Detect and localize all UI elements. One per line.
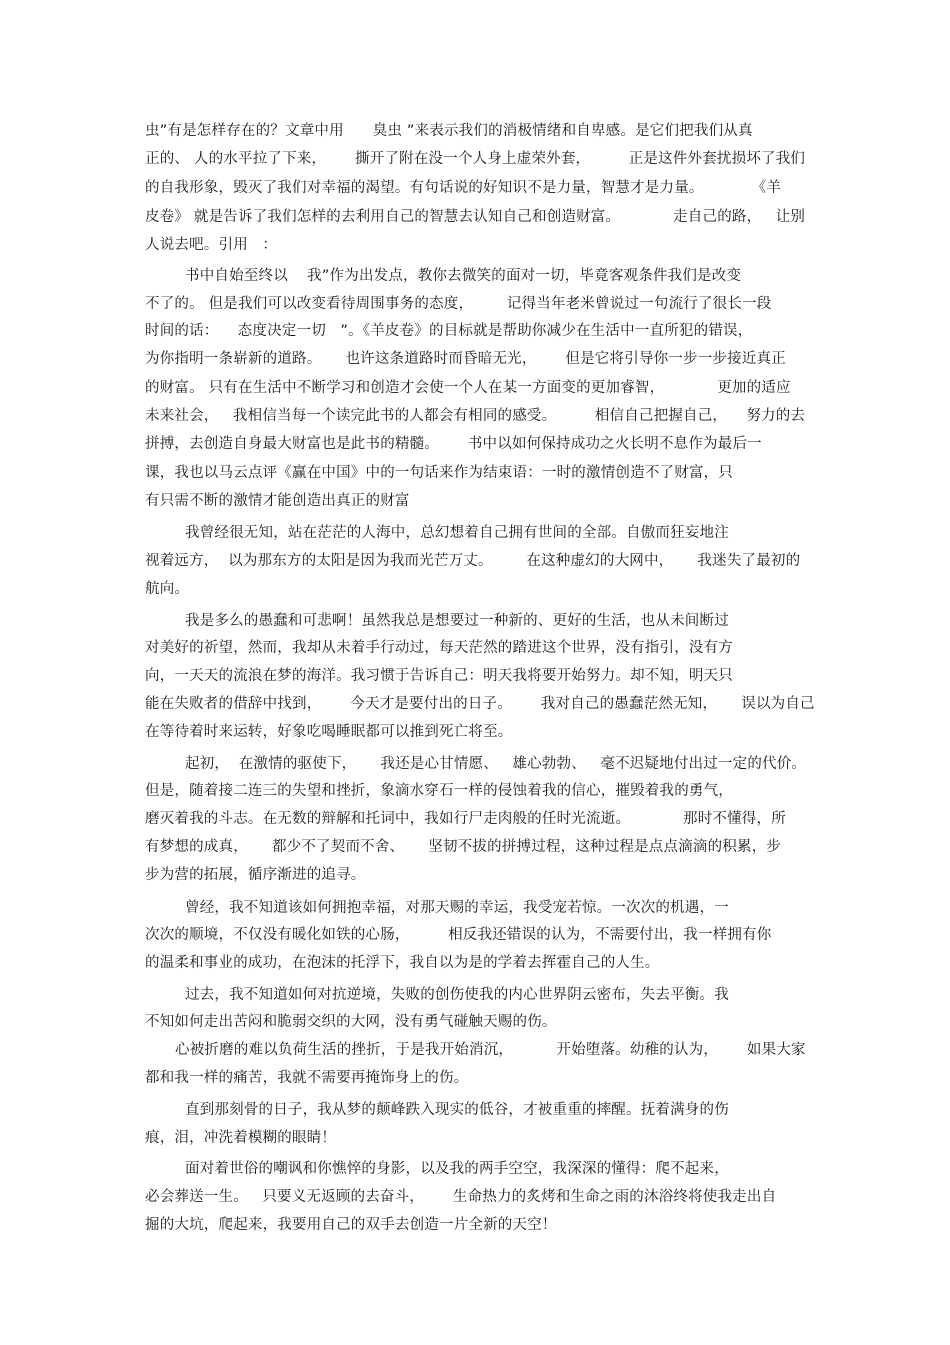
text-line: 直到那刻骨的日子，我从梦的颠峰跌入现实的低谷，才被重重的摔醒。抚着满身的伤 (185, 1102, 729, 1118)
text-line: 起初， 在激情的驱使下， 我还是心甘情愿、 雄心勃勃、 毫不迟疑地付出过一定的代价。 (185, 756, 807, 772)
text-line: 视着远方， 以为那东方的太阳是因为我而光芒万丈。 在这种虚幻的大网中， 我迷失了最初的 (145, 553, 801, 569)
text-line: 心被折磨的难以负荷生活的挫折，于是我开始消沉， 开始堕落。幼稚的认为， 如果大家 (175, 1042, 806, 1058)
text-line: 的财富。 只有在生活中不断学习和创造才会使一个人在某一方面变的更加睿智， 更加的适应 (145, 380, 791, 396)
text-line: 课，我也以马云点评《赢在中国》中的一句话来作为结束语：一时的激情创造不了财富，只 (145, 465, 733, 481)
text-line: 都和我一样的痛苦，我就不需要再掩饰身上的伤。 (145, 1070, 469, 1086)
text-line: 不了的。 但是我们可以改变看待周围事务的态度， 记得当年老米曾说过一句流行了很长一段 (145, 296, 772, 312)
text-line: 但是，随着接二连三的失望和挫折，象滴水穿石一样的侵蚀着我的信心，摧毁着我的勇气， (145, 783, 733, 799)
text-line: 面对着世俗的嘲讽和你憔悴的身影，以及我的两手空空，我深深的懂得：爬不起来， (185, 1161, 729, 1177)
text-line: 我曾经很无知，站在茫茫的人海中，总幻想着自己拥有世间的全部。自傲而狂妄地注 (185, 525, 729, 541)
text-line: 掘的大坑，爬起来，我要用自己的双手去创造一片全新的天空！ (145, 1217, 557, 1233)
text-line: 痕，泪，冲洗着模糊的眼睛！ (145, 1130, 337, 1146)
text-line: 航向。 (145, 581, 190, 597)
text-line: 过去，我不知道如何对抗逆境，失败的创伤使我的内心世界阴云密布，失去平衡。我 (185, 987, 729, 1003)
text-line: 步为营的拓展，循序渐进的追寻。 (145, 867, 366, 883)
text-line: 人说去吧。引用 ： (145, 237, 278, 253)
text-line: 我是多么的愚蠢和可悲啊！虽然我总是想要过一种新的、更好的生活，也从未间断过 (185, 613, 729, 629)
text-line: 虫”有是怎样存在的？文章中用 臭虫 ”来表示我们的消极情绪和自卑感。是它们把我们从真 (145, 123, 753, 139)
text-line: 对美好的祈望，然而，我却从未着手行动过，每天茫然的踏进这个世界，没有指引，没有方 (145, 640, 733, 656)
text-line: 正的、 人的水平拉了下来， 撕开了附在没一个人身上虚荣外套， 正是这件外套扰损坏了我们 (145, 151, 806, 167)
text-line: 磨灭着我的斗志。在无数的辩解和托词中，我如行尸走肉般的任时光流逝。 那时不懂得，所 (145, 811, 786, 827)
text-line: 有梦想的成真， 都少不了契而不舍、 坚韧不拔的拼搏过程，这种过程是点点滴滴的积累，步 (145, 839, 782, 855)
text-line: 为你指明一条崭新的道路。 也许这条道路时而昏暗无光， 但是它将引导你一步一步接近真正 (145, 351, 786, 367)
text-line: 的自我形象，毁灭了我们对幸福的渴望。有句话说的好知识不是力量，智慧才是力量。 《羊 (145, 180, 782, 196)
text-line: 时间的话： 态度决定一切 ”。《羊皮卷》的目标就是帮助你减少在生活中一直所犯的错误， (145, 323, 753, 339)
text-line: 书中自始至终以 我”作为出发点，教你去微笑的面对一切，毕竟客观条件我们是改变 (185, 268, 742, 284)
text-line: 不知如何走出苦闷和脆弱交织的大网，没有勇气碰触天赐的伤。 (145, 1014, 557, 1030)
text-line: 必会葬送一生。 只要义无返顾的去奋斗， 生命热力的炙烤和生命之雨的沐浴终将使我走出自 (145, 1189, 777, 1205)
text-line: 皮卷》 就是告诉了我们怎样的去利用自己的智慧去认知自己和创造财富。 走自己的路， 让别 (145, 209, 806, 225)
text-line: 有只需不断的激情才能创造出真正的财富 (145, 493, 410, 509)
text-line: 的温柔和事业的成功，在泡沫的托浮下，我自以为是的学着去挥霍自己的人生。 (145, 955, 660, 971)
text-line: 在等待着时来运转，好象吃喝睡眠都可以推到死亡将至。 (145, 724, 513, 740)
text-line: 未来社会， 我相信当每一个读完此书的人都会有相同的感受。 相信自己把握自己， 努力的去 (145, 408, 806, 424)
text-line: 向，一天天的流浪在梦的海洋。我习惯于告诉自己：明天我将要开始努力。却不知，明天只 (145, 668, 733, 684)
text-line: 拼搏，去创造自身最大财富也是此书的精髓。 书中以如何保持成功之火长明不息作为最后一 (145, 436, 762, 452)
text-line: 能在失败者的借辞中找到， 今天才是要付出的日子。 我对自己的愚蠢茫然无知， 误以为自己 (145, 696, 815, 712)
text-line: 曾经，我不知道该如何拥抱幸福，对那天赐的幸运，我受宠若惊。一次次的机遇，一 (185, 900, 729, 916)
text-line: 次次的顺境，不仅没有暖化如铁的心肠， 相反我还错误的认为，不需要付出，我一样拥有你 (145, 927, 772, 943)
